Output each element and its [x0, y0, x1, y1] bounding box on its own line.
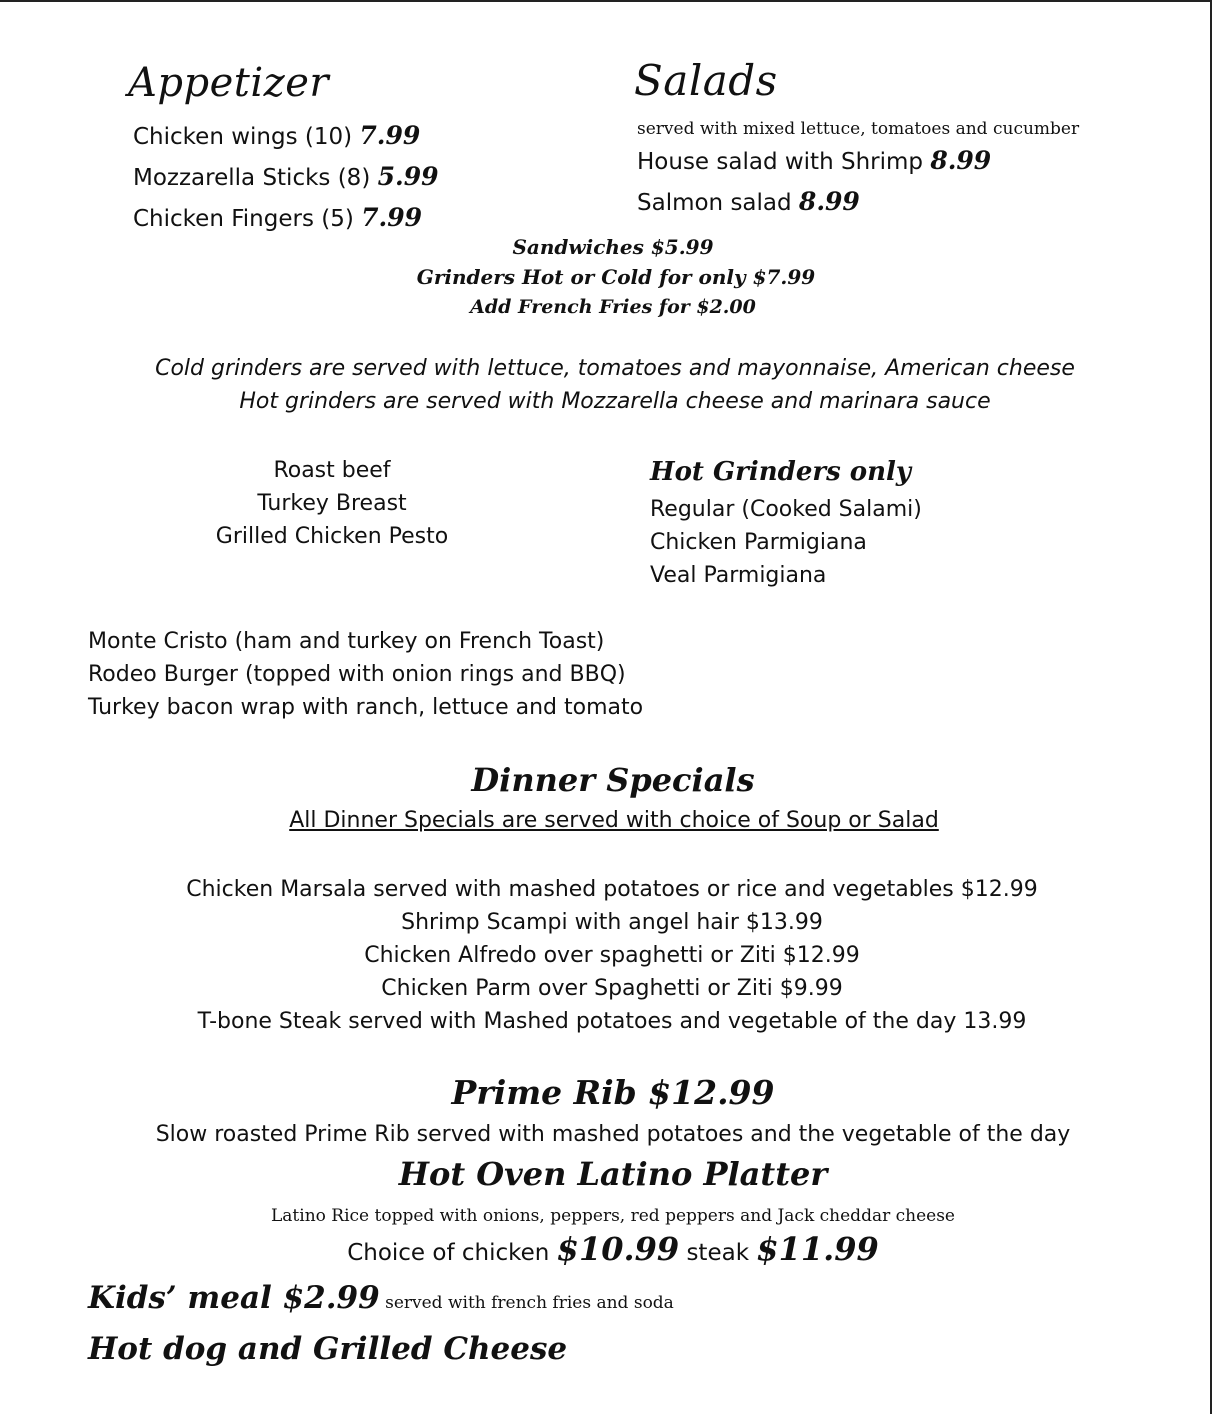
steak-label: steak	[679, 1240, 757, 1266]
latino-platter-choice	[0, 1230, 1220, 1268]
hot-grinders-note: Hot grinders are served with Mozzarella cheese and marinara sauce	[239, 389, 991, 414]
prime-rib-description: Slow roasted Prime Rib served with mashed potatoes and the vegetable of the day	[155, 1122, 1071, 1147]
salads-note: served with mixed lettuce, tomatoes and cucumber	[637, 119, 1080, 139]
item-name: Salmon salad	[637, 190, 799, 216]
appetizer-item	[133, 157, 439, 198]
salad-item	[637, 141, 991, 182]
dinner-item: Chicken Marsala served with mashed potatoes or rice and vegetables $12.99	[186, 877, 1038, 902]
item-name: Chicken Fingers (5)	[133, 206, 362, 232]
appetizer-item	[133, 198, 439, 239]
hot-grinder-item: Chicken Parmigiana	[650, 530, 867, 555]
item-price: 7.99	[359, 121, 421, 150]
hot-grinder-item: Regular (Cooked Salami)	[650, 497, 922, 522]
item-name: Chicken wings (10)	[133, 124, 360, 150]
sandwich-item: Grilled Chicken Pesto	[215, 524, 449, 549]
item-name: House salad with Shrimp	[637, 149, 931, 175]
salads-list	[637, 141, 991, 223]
kids-meal-heading: Kids’ meal $2.99	[88, 1280, 380, 1316]
item-price: 7.99	[361, 203, 423, 232]
grinders-price-line: Grinders Hot or Cold for only $7.99	[416, 265, 816, 289]
sandwich-list	[172, 454, 492, 553]
specialty-sandwich-item: Turkey bacon wrap with ranch, lettuce and tomato	[88, 695, 644, 720]
dinner-specials-list	[0, 873, 1220, 1038]
choice-label: Choice of chicken	[347, 1240, 557, 1266]
dinner-specials-heading: Dinner Specials	[471, 761, 755, 799]
dinner-item: T-bone Steak served with Mashed potatoes and vegetable of the day 13.99	[197, 1009, 1027, 1034]
salads-heading: Salads	[634, 56, 778, 105]
sandwiches-price-line: Sandwiches $5.99	[512, 235, 714, 259]
kids-meal-line	[88, 1280, 674, 1316]
dinner-specials-subheading: All Dinner Specials are served with choice of Soup or Salad	[289, 808, 939, 833]
prime-rib-heading: Prime Rib $12.99	[451, 1073, 775, 1112]
salad-item	[637, 182, 991, 223]
dinner-item: Chicken Alfredo over spaghetti or Ziti $12.99	[364, 943, 860, 968]
specialty-sandwich-list	[88, 625, 643, 724]
dinner-item: Chicken Parm over Spaghetti or Ziti $9.99	[381, 976, 843, 1001]
hot-grinders-list	[650, 493, 922, 592]
latino-platter-heading: Hot Oven Latino Platter	[398, 1155, 828, 1193]
kids-meal-note: served with french fries and soda	[379, 1293, 674, 1313]
hot-grinders-heading: Hot Grinders only	[650, 457, 911, 487]
specialty-sandwich-item: Rodeo Burger (topped with onion rings and BBQ)	[88, 662, 626, 687]
appetizer-item	[133, 116, 439, 157]
kids-meal-items: Hot dog and Grilled Cheese	[88, 1331, 568, 1367]
appetizer-list	[133, 116, 439, 239]
appetizer-heading: Appetizer	[128, 60, 330, 106]
french-fries-line: Add French Fries for $2.00	[470, 296, 756, 318]
cold-grinders-note: Cold grinders are served with lettuce, tomatoes and mayonnaise, American cheese	[155, 356, 1075, 381]
hot-grinder-item: Veal Parmigiana	[650, 563, 827, 588]
item-price: 5.99	[377, 162, 439, 191]
latino-platter-description: Latino Rice topped with onions, peppers, red peppers and Jack cheddar cheese	[271, 1206, 955, 1226]
chicken-price: $10.99	[556, 1230, 680, 1268]
specialty-sandwich-item: Monte Cristo (ham and turkey on French Toast)	[88, 629, 605, 654]
dinner-item: Shrimp Scampi with angel hair $13.99	[401, 910, 823, 935]
sandwich-item: Turkey Breast	[257, 491, 407, 516]
steak-price: $11.99	[756, 1230, 879, 1268]
item-price: 8.99	[798, 187, 860, 216]
item-name: Mozzarella Sticks (8)	[133, 165, 378, 191]
sandwich-item: Roast beef	[273, 458, 391, 483]
item-price: 8.99	[930, 146, 992, 175]
